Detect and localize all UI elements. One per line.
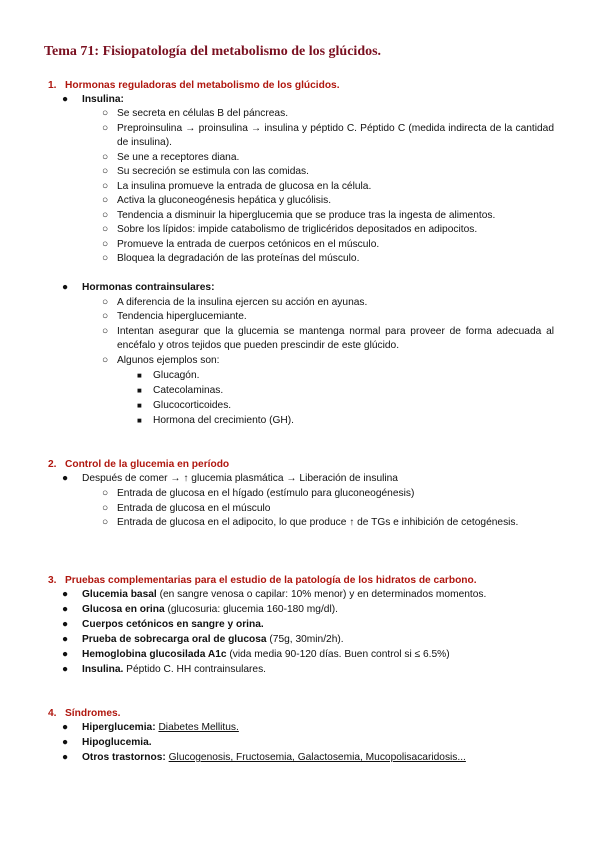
otros-trastornos-link[interactable]: Glucogenosis, Fructosemia, Galactosemia, Mucopolisacaridosis...	[168, 752, 466, 763]
section-4-heading	[48, 706, 120, 721]
section-number: 1.	[48, 80, 57, 91]
list-item	[102, 107, 554, 122]
item-text: (75g, 30min/2h).	[266, 634, 344, 645]
disc-bullet-icon: ●	[62, 649, 69, 660]
circle-bullet-icon: ○	[102, 325, 109, 337]
list-item	[102, 516, 554, 531]
item-text: Péptido C. HH contrainsulares.	[123, 664, 267, 675]
circle-bullet-icon: ○	[102, 238, 109, 250]
item-text: La insulina promueve la entrada de glucosa en la célula.	[117, 180, 372, 192]
disc-bullet-icon: ●	[62, 752, 69, 763]
section-number: 2.	[48, 459, 57, 470]
disc-bullet-icon: ●	[62, 619, 69, 630]
page-title: Tema 71: Fisiopatología del metabolismo de los glúcidos.	[44, 44, 382, 59]
item-bold-text: Otros trastornos:	[82, 752, 166, 763]
item-text: (glucosuria: glucemia 160-180 mg/dl).	[164, 604, 338, 615]
list-item	[102, 325, 554, 354]
item-bold-text: Glucosa en orina	[82, 604, 165, 615]
item-text: (en sangre venosa o capilar: 10% menor) y en determinados momentos.	[156, 589, 487, 600]
disc-bullet-icon: ●	[62, 634, 69, 645]
item-text: Bloquea la degradación de las proteínas del músculo.	[117, 253, 360, 264]
square-bullet-icon: ■	[137, 386, 142, 395]
item-text: Hormona del crecimiento (GH).	[153, 415, 294, 426]
item-text: Entrada de glucosa en el adipocito, lo que produce ↑ de TGs e inhibición de cetogénesis.	[117, 517, 519, 528]
square-bullet-icon: ■	[137, 371, 142, 380]
item-text: Entrada de glucosa en el hígado (estímulo para gluconeogénesis)	[117, 488, 415, 499]
disc-bullet-icon: ●	[62, 722, 69, 733]
item-text: Sobre los lípidos: impide catabolismo de triglicéridos depositados en adipocitos.	[117, 224, 478, 235]
circle-bullet-icon: ○	[102, 517, 109, 528]
disc-bullet-icon: ●	[62, 94, 69, 105]
item-bold-text: Glucemia basal	[82, 589, 157, 600]
circle-bullet-icon: ○	[102, 311, 109, 322]
circle-bullet-icon: ○	[102, 502, 109, 514]
item-bold-text: Hipoglucemia.	[82, 737, 152, 748]
disc-bullet-icon: ●	[62, 604, 69, 615]
square-bullet-icon: ■	[137, 416, 142, 425]
item-text: Entrada de glucosa en el músculo	[117, 502, 271, 514]
circle-bullet-icon: ○	[102, 151, 109, 163]
disc-bullet-icon: ●	[62, 737, 69, 748]
item-bold-text: Hemoglobina glucosilada A1c	[82, 649, 227, 660]
circle-bullet-icon: ○	[102, 488, 109, 499]
list-item	[102, 296, 554, 311]
item-text: Se une a receptores diana.	[117, 151, 240, 163]
section-number: 3.	[48, 575, 57, 586]
item-text: Tendencia hiperglucemiante.	[117, 311, 247, 322]
circle-bullet-icon: ○	[102, 209, 109, 221]
item-text: Su secreción se estimula con las comidas.	[117, 166, 309, 177]
item-label: Hormonas contrainsulares:	[82, 282, 215, 293]
item-bold-text: Hiperglucemia:	[82, 722, 156, 733]
circle-bullet-icon: ○	[102, 296, 109, 308]
circle-bullet-icon: ○	[102, 253, 109, 264]
list-item	[102, 310, 554, 325]
circle-bullet-icon: ○	[102, 355, 109, 366]
list-item	[102, 502, 554, 517]
item-text: Activa la gluconeogénesis hepática y glucólisis.	[117, 195, 332, 206]
list-item	[102, 151, 554, 166]
item-bold-text: Prueba de sobrecarga oral de glucosa	[82, 634, 267, 645]
item-bold-text: Cuerpos cetónicos en sangre y orina.	[82, 619, 264, 630]
disc-bullet-icon: ●	[62, 589, 69, 600]
disc-bullet-icon: ●	[62, 664, 69, 675]
section-title: Pruebas complementarias para el estudio de la patología de los hidratos de carbono.	[65, 575, 477, 586]
list-item	[102, 354, 554, 369]
list-item	[102, 487, 554, 502]
list-item	[102, 122, 554, 151]
list-item	[102, 194, 554, 209]
item-text: Tendencia a disminuir la hiperglucemia que se produce tras la ingesta de alimentos.	[117, 209, 496, 221]
item-bold-text: Insulina.	[82, 664, 124, 675]
section-3-heading	[48, 573, 477, 588]
item-text: Promueve la entrada de cuerpos cetónicos en el músculo.	[117, 238, 380, 250]
disc-bullet-icon: ●	[62, 473, 69, 484]
item-text: Preproinsulina → proinsulina → insulina y péptido C. Péptido C (medida indirecta de la cantidad de insulina).	[117, 122, 554, 149]
item-text: Glucagón.	[153, 370, 200, 381]
item-text: Algunos ejemplos son:	[117, 355, 220, 366]
section-2-heading	[48, 457, 229, 472]
disc-bullet-icon: ●	[62, 282, 69, 293]
diabetes-link[interactable]: Diabetes Mellitus.	[158, 722, 239, 733]
circle-bullet-icon: ○	[102, 224, 109, 235]
list-item	[102, 165, 554, 180]
circle-bullet-icon: ○	[102, 180, 109, 192]
circle-bullet-icon: ○	[102, 122, 109, 134]
item-text: (vida media 90-120 días. Buen control si ≤ 6.5%)	[226, 649, 450, 660]
section-title: Síndromes.	[65, 708, 121, 719]
square-bullet-icon: ■	[137, 401, 142, 410]
section-number: 4.	[48, 708, 57, 719]
circle-bullet-icon: ○	[102, 166, 109, 177]
list-item	[102, 238, 554, 253]
circle-bullet-icon: ○	[102, 108, 109, 119]
item-text: Intentan asegurar que la glucemia se mantenga normal para proveer de forma adecuada al encéfalo y otros tejidos que pueden prescindir de este glúcido.	[117, 325, 554, 352]
section-1-heading	[48, 78, 340, 93]
section-title: Hormonas reguladoras del metabolismo de los glúcidos.	[65, 80, 340, 91]
section-title: Control de la glucemia en período	[65, 459, 230, 470]
list-item	[102, 252, 554, 267]
circle-bullet-icon: ○	[102, 195, 109, 206]
item-text: Glucocorticoides.	[153, 400, 232, 411]
list-item	[102, 209, 554, 224]
list-item	[102, 180, 554, 195]
item-label: Insulina:	[82, 94, 124, 105]
list-item	[102, 223, 554, 238]
item-text: Se secreta en células B del páncreas.	[117, 108, 289, 119]
item-text: A diferencia de la insulina ejercen su acción en ayunas.	[117, 296, 368, 308]
item-text: Catecolaminas.	[153, 385, 224, 396]
item-text: Después de comer → ↑ glucemia plasmática → Liberación de insulina	[82, 473, 398, 484]
